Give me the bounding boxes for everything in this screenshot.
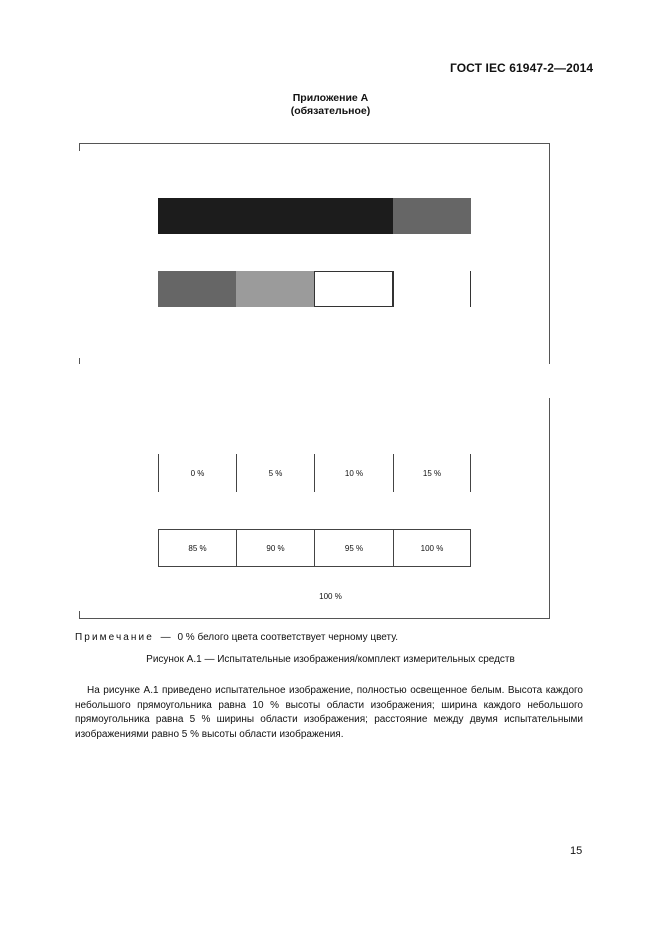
annex-subtitle: (обязательное) — [290, 105, 371, 117]
gray-cell — [314, 198, 393, 234]
frame-corner-tick — [79, 358, 80, 364]
pct-cell: 85 % — [158, 530, 236, 566]
pct-cell: 5 % — [236, 454, 314, 492]
gray-cell — [158, 198, 236, 234]
pct-cell: 15 % — [393, 454, 471, 492]
annex-title: Приложение А — [292, 92, 369, 104]
gray-cell — [236, 271, 314, 307]
gray-cell — [393, 198, 471, 234]
figure-caption: Рисунок А.1 — Испытательные изображения/комплект измерительных средств — [146, 654, 515, 665]
pct-cell: 100 % — [393, 530, 471, 566]
figure-frame-bottom — [80, 398, 550, 619]
note-label: Примечание — [75, 632, 154, 643]
frame-corner-tick — [79, 143, 80, 151]
total-percentage-label: 100 % — [319, 592, 342, 601]
pct-cell: 90 % — [236, 530, 314, 566]
figure-frame-top — [80, 143, 550, 364]
gray-cell — [158, 271, 236, 307]
gray-cell — [314, 271, 393, 307]
gray-bar-top — [158, 198, 471, 234]
pct-row-bottom — [158, 529, 471, 567]
annex-heading — [0, 92, 661, 118]
pct-cell: 95 % — [314, 530, 393, 566]
gray-cell — [236, 198, 314, 234]
pct-cell: 10 % — [314, 454, 393, 492]
figure-note — [75, 632, 398, 643]
standard-code: ГОСТ IEC 61947-2—2014 — [450, 61, 594, 75]
note-dash: — — [160, 632, 171, 643]
gray-bar-bottom — [158, 271, 471, 307]
body-paragraph: На рисунке А.1 приведено испытательное изображение, полностью освещенное белым. Высота каждого небольшого прямоугольника равна 10 % высоты области изображения; ширина каждого небольшого прямоугольника равна 5 % ширины области изображения; расстояние между двумя испытательными изображениями равно 5 % высоты области изображения. — [75, 685, 583, 740]
gray-cell — [393, 271, 471, 307]
page-number: 15 — [570, 845, 583, 857]
frame-corner-tick — [79, 611, 80, 619]
pct-cell: 0 % — [158, 454, 236, 492]
note-text: 0 % белого цвета соответствует черному цвету. — [177, 632, 398, 643]
pct-row-top — [158, 454, 471, 492]
